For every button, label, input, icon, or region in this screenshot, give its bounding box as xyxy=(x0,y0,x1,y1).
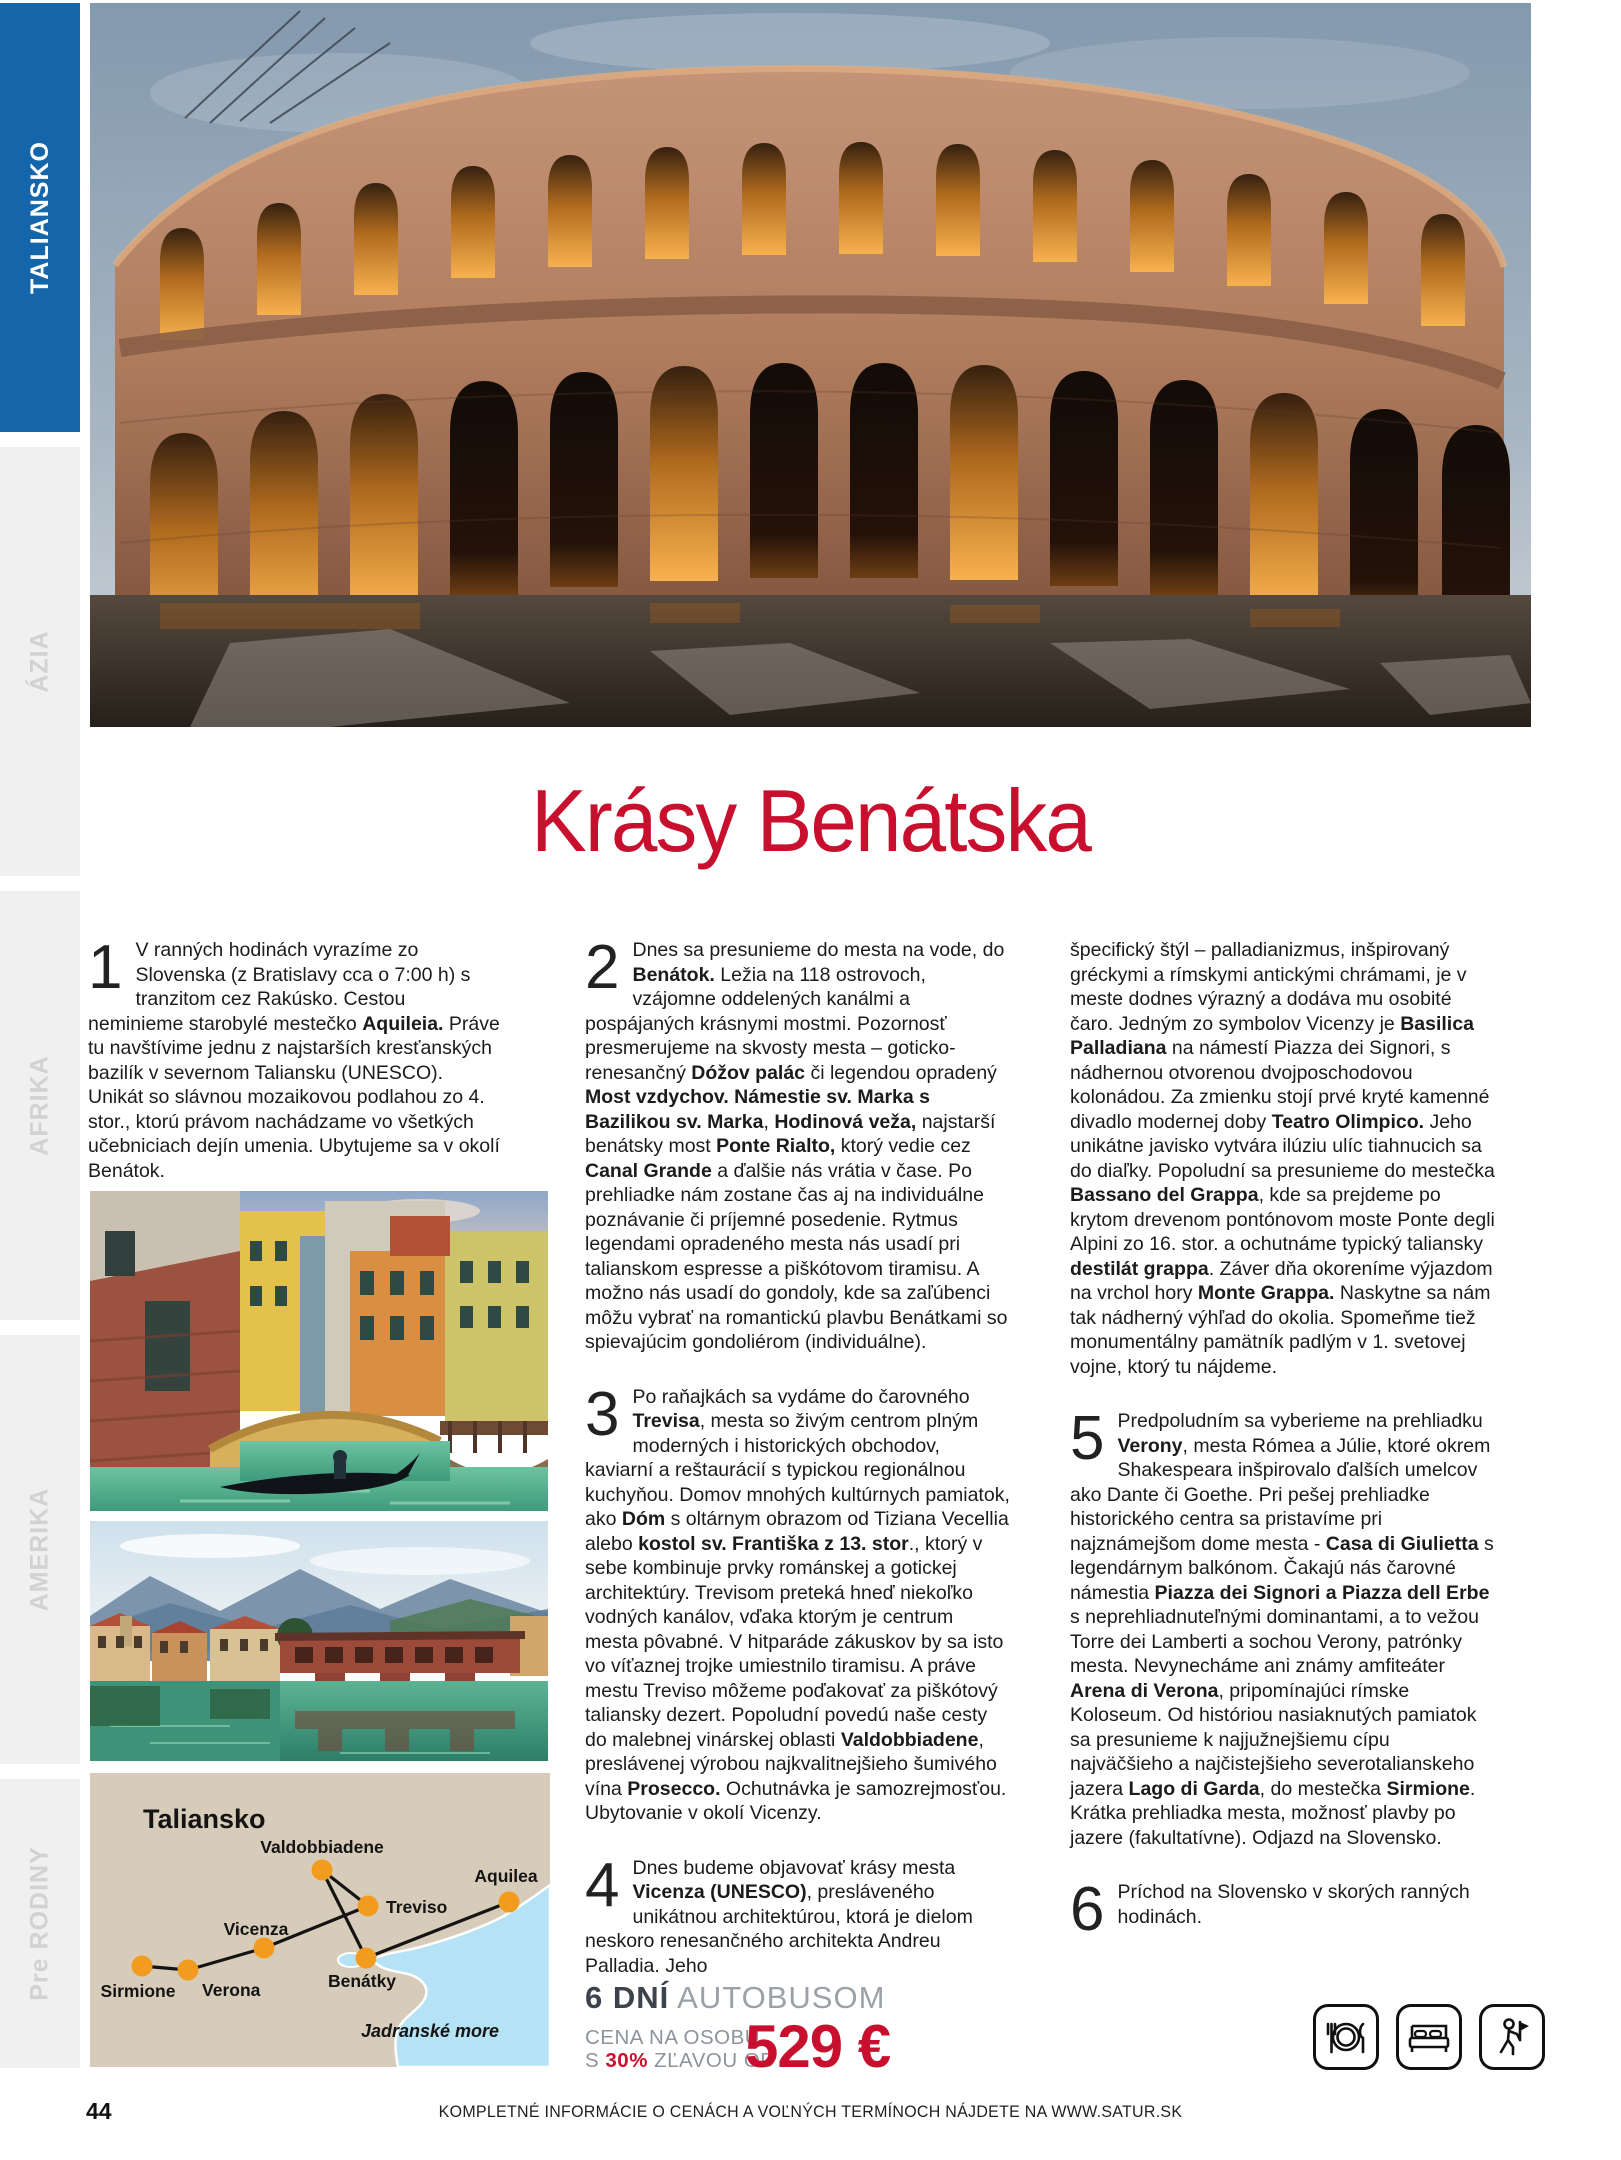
day-5-paragraph xyxy=(1070,1404,1498,1850)
text-column-2 xyxy=(585,933,1010,2008)
map-dot-benatky xyxy=(356,1948,377,1969)
day-3-paragraph xyxy=(585,1379,1010,1826)
trip-transport: AUTOBUSOM xyxy=(677,1980,886,2015)
trip-duration-line xyxy=(585,1980,885,2016)
page-number: 44 xyxy=(86,2098,112,2124)
map-region-label: Taliansko xyxy=(143,1804,266,1834)
day-2-text: Dnes sa presunieme do mesta na vode, do Benátok. Ležia na 118 ostrovoch, vzájomne oddelených kanálmi a pospájaných krásnymi mostmi. Pozornosť presmerujeme na skvosty mesta – goticko-renesančný Dóžov palác či legendou opradený Most vzdychov. Námestie sv. Marka s Bazilikou sv. Marka, Hodinová veža, najstarší benátsky most Ponte Rialto, ktorý vedie cez Canal Grande a ďalšie nás vrátia v čase. Po prehliadke nám zostane čas aj na individuálne poznávanie či príjemné posedenie. Rytmus legendami opradeného mesta nás usadí pri talianskom espresse a piškótovom tiramisu. A možno nás usadí do gondoly, kde sa zaľúbenci môžu vybrať na romantickú plavbu Benátkami so spievajúcim gondoliérom (individuálne). xyxy=(585,939,1008,1353)
map-dot-valdobbiadene xyxy=(312,1860,333,1881)
day-1-paragraph xyxy=(88,933,503,1183)
day-4-continued-text: špecifický štýl – palladianizmus, inšpirovaný gréckymi a rímskymi antickými chrámami, je v meste dodnes výrazný a dodáva mu osobité čaro. Jedným zo symbolov Vicenzy je Basilica Palladiana na námestí Piazza dei Signori, s nádhernou otvorenou dvojposchodovou kolonádou. Za zmienku stojí prvé kryté kamenné divadlo modernej doby Teatro Olimpico. Jeho unikátne javisko vytvára ilúziu ulíc tiahnucich sa do diaľky. Popoludní sa presunieme do mestečka Bassano del Grappa, kde sa prejdeme po krytom drevenom pontónovom moste Ponte degli Alpini zo 16. stor. a ochutnáme typický taliansky destilát grappa. Záver dňa okoreníme výjazdom na vrchol hory Monte Grappa. Naskytne sa nám tak nádherný výhľad do okolia. Spomeňme tiež monumentálny pamätník padlým v 1. svetovej vojne, ktorý tu nájdeme. xyxy=(1070,939,1495,1378)
map-dot-verona xyxy=(178,1960,199,1981)
price-amount: 529 € xyxy=(745,2013,891,2080)
price-label-pre: S xyxy=(585,2049,600,2072)
day-4-continued-paragraph xyxy=(1070,938,1498,1379)
day-6-number: 6 xyxy=(1070,1875,1105,1944)
day-6-paragraph xyxy=(1070,1875,1498,1944)
map-label-benatky: Benátky xyxy=(327,1971,397,1991)
sidebar-tab-azia[interactable] xyxy=(0,447,80,876)
price-discount: 30% xyxy=(605,2049,648,2072)
day-1-number: 1 xyxy=(88,933,123,1002)
walking-tour-icon xyxy=(1479,2004,1545,2070)
price-label-post: ZĽAVOU OD xyxy=(654,2049,776,2072)
map-label-sirmione: Sirmione xyxy=(100,1981,176,2001)
meals-icon xyxy=(1313,2004,1379,2070)
day-1-text: V ranných hodinách vyrazíme zo Slovenska (z Bratislavy cca o 7:00 h) s tranzitom cez Rakúsko. Cestou neminieme starobylé mestečko Aquileia. Práve tu navštívime jednu z najstarších kresťanských bazilík v severnom Taliansku (UNESCO). Unikát so slávnou mozaikovou podlahou zo 4. stor., ktorú právom nachádzame vo všetkých učebniciach dejín umenia. Ubytujeme sa v okolí Benátok. xyxy=(88,939,500,1182)
price-label-line1: CENA NA OSOBU xyxy=(585,2026,761,2049)
day-3-text: Po raňajkách sa vydáme do čarovného Trevisa, mesta so živým centrom plným moderných i historických obchodov, kaviarní a reštaurácií s typickou regionálnou kuchyňou. Domov mnohých kultúrnych pamiatok, ako Dóm s oltárnym obrazom od Tiziana Vecellia alebo kostol sv. Františka z 13. stor., ktorý v sebe kombinuje prvky románskej a gotickej architektúry. Trevisom preteká hneď niekoľko vodných kanálov, vďaka ktorým je centrum mesta pôvabné. V hitparáde zákuskov by sa isto vo víťaznej trojke umiestnilo tiramisu. A práve mestu Treviso môžeme poďakovať za piškótový taliansky dezert. Popoludní povedú naše cesty do malebnej vinárskej oblasti Valdobbiadene, preslávenej výrobou najkvalitnejšieho šumivého vína Prosecco. Ochutnávka je samozrejmosťou. Ubytovanie v okolí Vicenzy. xyxy=(585,1385,1010,1824)
map-label-verona: Verona xyxy=(202,1980,261,2000)
day-4-paragraph xyxy=(585,1850,1010,1979)
service-icons xyxy=(1313,2004,1545,2070)
sidebar-tab-taliansko[interactable] xyxy=(0,3,80,432)
text-column-1 xyxy=(88,933,503,1213)
map-sea-label: Jadranské more xyxy=(360,2021,500,2041)
verona-arena-illustration xyxy=(90,3,1531,727)
venice-canal-photo xyxy=(90,1191,548,1511)
page-title: Krásy Benátska xyxy=(531,771,1090,870)
bed-icon xyxy=(1396,2004,1462,2070)
hero-photo-verona-arena xyxy=(90,3,1531,727)
day-2-paragraph xyxy=(585,933,1010,1355)
day-3-number: 3 xyxy=(585,1379,620,1449)
day-4-number: 4 xyxy=(585,1850,620,1920)
sidebar-tab-label: Pre RODINY xyxy=(25,1846,54,2001)
sidebar-tab-pre-rodiny[interactable] xyxy=(0,1779,80,2068)
map-dot-aquilea xyxy=(499,1892,520,1913)
sidebar-tab-label: TALIANSKO xyxy=(25,141,54,294)
sidebar-tab-amerika[interactable] xyxy=(0,1335,80,1764)
map-dot-sirmione xyxy=(132,1956,153,1977)
map-label-vicenza: Vicenza xyxy=(223,1919,289,1939)
sidebar-tab-afrika[interactable] xyxy=(0,891,80,1320)
text-column-3 xyxy=(1070,938,1498,1959)
map-label-valdobbiadene: Valdobbiadene xyxy=(260,1837,384,1857)
map-label-treviso: Treviso xyxy=(386,1897,448,1917)
bassano-bridge-photo xyxy=(90,1521,548,1761)
footer-info-text: KOMPLETNÉ INFORMÁCIE O CENÁCH A VOĽNÝCH TERMÍNOCH NÁJDETE NA WWW.SATUR.SK xyxy=(438,2102,1183,2121)
map-label-aquilea: Aquilea xyxy=(474,1866,538,1886)
day-5-text: Predpoludním sa vyberieme na prehliadku Verony, mesta Rómea a Júlie, ktoré okrem Shakespeara inšpirovalo ďalších umelcov ako Dante či Goethe. Pri pešej prehliadke historického centra sa pristavíme pri najznámejšom dome mesta - Casa di Giulietta s legendárnym balkónom. Čakajú nás čarovné námestia Piazza dei Signori a Piazza dell Erbe s neprehliadnuteľnými dominantami, a to vežou Torre dei Lamberti a sochou Verony, patrónky mesta. Nevynecháme ani známy amfiteáter Arena di Verona, pripomínajúci rímske Koloseum. Od históriou nasiaknutých pamiatok sa presunieme k najjužnejšiemu cípu najväčšieho a najčistejšieho severotalianskeho jazera Lago di Garda, do mestečka Sirmione. Krátka prehliadka mesta, možnosť plavby po jazere (fakultatívne). Odjazd na Slovensko. xyxy=(1070,1410,1494,1849)
sidebar-tab-label: AFRIKA xyxy=(25,1055,54,1156)
trip-duration: 6 DNÍ xyxy=(585,1980,670,2015)
day-5-number: 5 xyxy=(1070,1404,1105,1473)
day-6-text: Príchod na Slovensko v skorých ranných hodinách. xyxy=(1117,1881,1470,1928)
map-dot-vicenza xyxy=(254,1938,275,1959)
day-4-text: Dnes budeme objavovať krásy mesta Vicenza (UNESCO), presláveného unikátnou architektúrou, ktorá je dielom neskoro renesančného architekta Andreu Palladia. Jeho xyxy=(585,1856,973,1977)
map-dot-treviso xyxy=(358,1896,379,1917)
day-2-number: 2 xyxy=(585,933,620,1002)
sidebar-tab-label: AMERIKA xyxy=(25,1487,54,1612)
itinerary-map xyxy=(90,1773,550,2067)
sidebar-tab-label: ÁZIA xyxy=(25,630,54,693)
